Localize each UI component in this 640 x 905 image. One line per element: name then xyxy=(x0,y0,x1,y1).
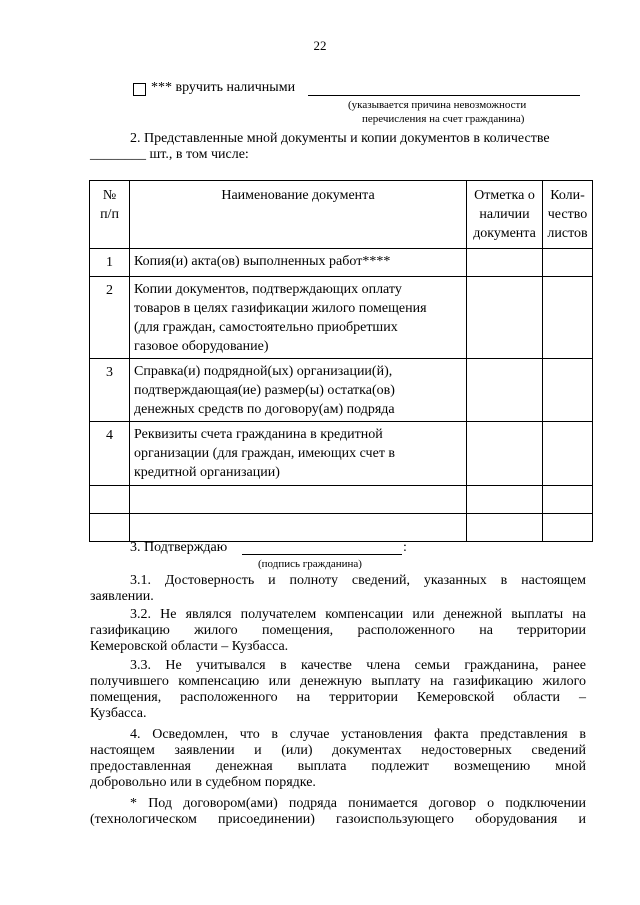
reason-note-line1: (указывается причина невозможности xyxy=(348,99,527,111)
row-mark-cell[interactable] xyxy=(467,422,543,486)
row-name: Копия(и) акта(ов) выполненных работ**** xyxy=(130,249,467,277)
quantity-blank[interactable]: ________ xyxy=(90,147,146,162)
signature-note: (подпись гражданина) xyxy=(258,558,362,570)
row-name: Справка(и) подрядной(ых) организации(й), подтверждающая(ие) размер(ы) остатка(ов) денежных средств по договору(ам) подряда xyxy=(130,359,467,422)
row-num: 3 xyxy=(90,359,130,422)
cash-option-checkbox[interactable] xyxy=(133,83,146,96)
table-row xyxy=(90,422,593,486)
documents-table xyxy=(89,180,593,542)
section2-line1: 2. Представленные мной документы и копии документов в количестве xyxy=(130,131,550,146)
row-qty-cell[interactable] xyxy=(543,277,593,359)
row-num: 2 xyxy=(90,277,130,359)
table-row xyxy=(90,359,593,422)
row-qty-cell[interactable] xyxy=(543,422,593,486)
table-row xyxy=(90,277,593,359)
header-num: № п/п xyxy=(90,181,130,249)
row-qty-cell[interactable] xyxy=(543,249,593,277)
section3-colon: : xyxy=(403,540,407,555)
section3-label: 3. Подтверждаю xyxy=(130,540,228,555)
header-qty: Коли- чество листов xyxy=(543,181,593,249)
row-num: 4 xyxy=(90,422,130,486)
cash-option-label: *** вручить наличными xyxy=(151,80,296,95)
reason-note-line2: перечисления на счет гражданина) xyxy=(362,113,525,125)
header-name: Наименование документа xyxy=(130,181,467,249)
table-header-row xyxy=(90,181,593,249)
row-mark-cell[interactable] xyxy=(467,277,543,359)
section2-line2-text: шт., в том числе: xyxy=(146,147,249,162)
reason-line[interactable] xyxy=(308,95,580,96)
row-mark-cell[interactable] xyxy=(467,359,543,422)
table-row xyxy=(90,249,593,277)
row-num: 1 xyxy=(90,249,130,277)
row-qty-cell[interactable] xyxy=(543,359,593,422)
page-number: 22 xyxy=(313,38,327,53)
signature-line[interactable] xyxy=(242,554,402,555)
row-name: Реквизиты счета гражданина в кредитной организации (для граждан, имеющих счет в кредитной организации) xyxy=(130,422,467,486)
section2-line2 xyxy=(90,147,249,163)
header-mark: Отметка о наличии документа xyxy=(467,181,543,249)
table-row-empty xyxy=(90,514,593,542)
row-mark-cell[interactable] xyxy=(467,249,543,277)
row-name: Копии документов, подтверждающих оплату товаров в целях газификации жилого помещения (для граждан, самостоятельно приобретших газовое оборудование) xyxy=(130,277,467,359)
table-row-empty xyxy=(90,486,593,514)
